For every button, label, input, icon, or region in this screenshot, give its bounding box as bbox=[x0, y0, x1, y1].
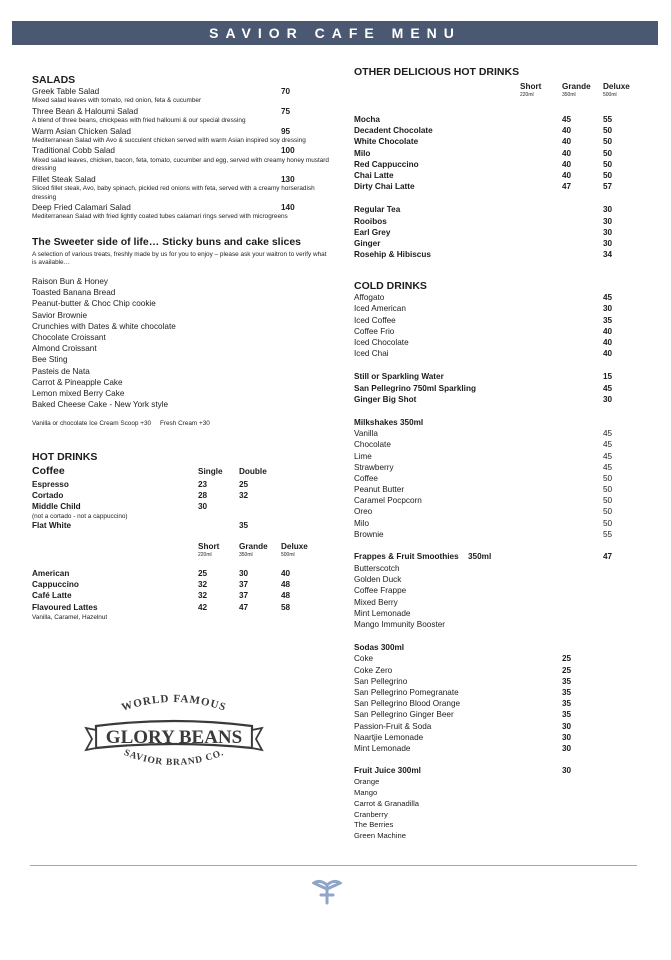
other-hot-item bbox=[354, 159, 644, 170]
salad-name: Greek Table Salad bbox=[32, 87, 100, 96]
salad-item bbox=[32, 106, 332, 117]
flavours-note: Vanilla, Caramel, Hazelnut bbox=[32, 613, 108, 621]
cold-item bbox=[354, 303, 644, 314]
milkshake-item bbox=[354, 462, 644, 473]
sweet-list bbox=[32, 276, 332, 410]
soda-item-price-g: 30 bbox=[562, 721, 572, 731]
other-hot-item bbox=[354, 148, 644, 159]
soda-item-price-g: 35 bbox=[562, 710, 572, 720]
soda-item bbox=[354, 665, 644, 676]
other-hot-item-name: Red Cappuccino bbox=[354, 159, 419, 169]
milkshake-item-name: Caramel Pocpcorn bbox=[354, 496, 422, 506]
frappes-header-row bbox=[354, 552, 644, 563]
other-hot-size-row bbox=[354, 80, 644, 104]
latte-item-price-s: 42 bbox=[198, 602, 208, 612]
frappe-list bbox=[354, 563, 644, 630]
milkshake-item bbox=[354, 518, 644, 529]
milkshake-item bbox=[354, 428, 644, 439]
other-hot-item-name: White Chocolate bbox=[354, 137, 419, 147]
latte-item-price-g: 30 bbox=[239, 569, 249, 579]
frappes-heading: Frappes & Fruit Smoothies bbox=[354, 552, 459, 562]
milkshake-item bbox=[354, 495, 644, 506]
latte-item-price-d: 40 bbox=[281, 569, 291, 579]
single-label: Single bbox=[198, 466, 223, 476]
double-label: Double bbox=[239, 466, 267, 476]
svg-text:WORLD FAMOUS bbox=[120, 693, 228, 714]
other-hot-item-price-g: 40 bbox=[562, 159, 572, 169]
latte-item bbox=[32, 568, 332, 579]
milkshake-item-price-d: 45 bbox=[603, 440, 613, 450]
salad-price: 130 bbox=[281, 174, 295, 184]
tea-list bbox=[354, 204, 644, 260]
other-hot-item-price-g: 40 bbox=[562, 137, 572, 147]
salad-price: 100 bbox=[281, 146, 295, 156]
oh-deluxe-ml: 500ml bbox=[603, 92, 617, 98]
salad-price: 75 bbox=[281, 106, 291, 116]
soda-item-name: San Pellegrino Pomegranate bbox=[354, 688, 459, 697]
salad-item bbox=[32, 174, 332, 185]
tea-item-price-d: 34 bbox=[603, 250, 613, 260]
juice-item: Carrot & Granadilla bbox=[354, 798, 419, 808]
sweet-item: Toasted Banana Bread bbox=[32, 288, 116, 298]
water-item bbox=[354, 371, 644, 382]
tea-item-name: Ginger bbox=[354, 238, 381, 248]
milkshake-item-name: Oreo bbox=[354, 507, 373, 517]
other-hot-item-name: Decadent Chocolate bbox=[354, 126, 433, 136]
sweet-item: Raison Bun & Honey bbox=[32, 277, 109, 287]
salad-desc: A blend of three beans, chickpeas with fried halloumi & our special dressing bbox=[32, 116, 246, 124]
other-hot-list bbox=[354, 114, 644, 192]
other-hot-item-price-d: 50 bbox=[603, 148, 613, 158]
soda-item-name: Naartjie Lemonade bbox=[354, 732, 424, 742]
fleur-emblem-icon bbox=[312, 877, 342, 905]
tea-item-price-d: 30 bbox=[603, 205, 613, 215]
water-list bbox=[354, 371, 644, 405]
salad-name: Warm Asian Chicken Salad bbox=[32, 126, 131, 136]
cold-item bbox=[354, 348, 644, 359]
cold-item-name: Coffee Frio bbox=[354, 326, 395, 336]
soda-item bbox=[354, 687, 644, 698]
water-item-name: San Pellegrino 750ml Sparkling bbox=[354, 383, 476, 393]
soda-item bbox=[354, 732, 644, 743]
tea-item-name: Rosehip & Hibiscus bbox=[354, 250, 431, 260]
soda-item bbox=[354, 709, 644, 720]
right-column bbox=[354, 66, 644, 842]
tea-item-price-d: 30 bbox=[603, 216, 613, 226]
oh-deluxe-label: Deluxe bbox=[603, 82, 630, 91]
water-item-name: Still or Sparkling Water bbox=[354, 372, 444, 382]
grande-label: Grande bbox=[239, 542, 268, 552]
tea-item bbox=[354, 216, 644, 227]
other-hot-item-price-d: 55 bbox=[603, 115, 613, 124]
sweet-item: Bee Sting bbox=[32, 355, 68, 365]
milkshake-item-name: Vanilla bbox=[354, 429, 378, 439]
soda-item-price-g: 35 bbox=[562, 688, 572, 697]
soda-item bbox=[354, 698, 644, 709]
salad-item bbox=[32, 86, 332, 97]
soda-item-price-g: 25 bbox=[562, 654, 572, 664]
latte-item-price-g: 47 bbox=[239, 602, 249, 612]
salad-desc: Mixed salad leaves, chicken, bacon, feta, tomato, cucumber and egg, served with creamy honey mustard dressing bbox=[32, 156, 329, 173]
sweet-item: Pasteis de Nata bbox=[32, 366, 90, 376]
juice-item: Green Machine bbox=[354, 831, 406, 841]
sweet-heading: The Sweeter side of life… Sticky buns and cake slices bbox=[32, 235, 302, 248]
milkshake-item-price-d: 50 bbox=[603, 518, 613, 528]
salads-list bbox=[32, 86, 332, 222]
tea-item bbox=[354, 249, 644, 260]
salad-desc: Mediterranean Salad with Avo & succulent chicken served with warm Asian inspired soy dressing bbox=[32, 136, 306, 144]
latte-item-price-s: 25 bbox=[198, 569, 208, 579]
other-hot-item bbox=[354, 181, 644, 192]
latte-item-name: American bbox=[32, 569, 70, 579]
flat-white-price: 35 bbox=[239, 521, 249, 531]
cold-item-price-d: 35 bbox=[603, 315, 613, 325]
salad-name: Three Bean & Haloumi Salad bbox=[32, 106, 139, 116]
other-hot-item-name: Mocha bbox=[354, 115, 380, 124]
cold-item bbox=[354, 315, 644, 326]
milkshake-item bbox=[354, 451, 644, 462]
other-hot-item-price-d: 50 bbox=[603, 170, 613, 180]
milkshake-list bbox=[354, 428, 644, 540]
water-item-name: Ginger Big Shot bbox=[354, 394, 417, 404]
other-hot-item-price-d: 57 bbox=[603, 182, 613, 192]
soda-item-name: San Pellegrino bbox=[354, 676, 408, 686]
latte-item bbox=[32, 602, 332, 613]
milkshake-item-price-d: 45 bbox=[603, 462, 613, 472]
sweet-item: Savior Brownie bbox=[32, 310, 88, 320]
soda-item-name: Mint Lemonade bbox=[354, 743, 411, 753]
soda-item-price-g: 30 bbox=[562, 732, 572, 742]
ice-cream-extra: Vanilla or chocolate Ice Cream Scoop +30 bbox=[32, 419, 152, 427]
sweet-item: Almond Croissant bbox=[32, 344, 97, 354]
tea-item-price-d: 30 bbox=[603, 238, 613, 248]
milkshake-item bbox=[354, 484, 644, 495]
other-hot-item-price-d: 50 bbox=[603, 137, 613, 147]
frappe-item: Butterscotch bbox=[354, 564, 400, 574]
svg-text:SAVIOR BRAND CO. bbox=[122, 748, 225, 768]
milkshake-item bbox=[354, 439, 644, 450]
frappe-item: Mango Immunity Booster bbox=[354, 620, 446, 630]
soda-item-name: Coke bbox=[354, 654, 374, 664]
oh-grande-ml: 350ml bbox=[562, 92, 576, 98]
frappe-item: Golden Duck bbox=[354, 575, 402, 585]
coffee-item bbox=[32, 490, 332, 501]
cold-item-name: Affogato bbox=[354, 293, 385, 303]
frappes-price: 47 bbox=[603, 552, 613, 562]
frappe-item: Coffee Frappe bbox=[354, 586, 407, 596]
soda-item-name: San Pellegrino Ginger Beer bbox=[354, 710, 454, 720]
soda-item-price-g: 35 bbox=[562, 699, 572, 709]
oh-grande-label: Grande bbox=[562, 82, 591, 91]
sodas-heading: Sodas 300ml bbox=[354, 643, 405, 653]
coffee-header-row bbox=[32, 465, 332, 479]
milkshake-item bbox=[354, 473, 644, 484]
water-item-price-d: 45 bbox=[603, 383, 613, 393]
juice-heading: Fruit Juice 300ml bbox=[354, 766, 421, 776]
other-hot-item bbox=[354, 125, 644, 136]
cold-item-name: Iced Chocolate bbox=[354, 338, 409, 347]
left-column bbox=[32, 74, 332, 622]
tea-item-name: Regular Tea bbox=[354, 205, 401, 215]
other-hot-item-price-g: 45 bbox=[562, 115, 572, 124]
soda-item-name: Coke Zero bbox=[354, 665, 393, 675]
milkshake-item-price-d: 50 bbox=[603, 473, 613, 483]
coffee-list bbox=[32, 479, 332, 513]
water-item bbox=[354, 383, 644, 394]
salad-item bbox=[32, 145, 332, 156]
salad-item bbox=[32, 202, 332, 213]
sweet-extras bbox=[32, 419, 332, 428]
latte-item-price-d: 58 bbox=[281, 602, 291, 612]
flat-white-name: Flat White bbox=[32, 521, 72, 531]
short-label: Short bbox=[198, 542, 220, 552]
tea-item-name: Rooibos bbox=[354, 216, 387, 226]
coffee-item-price-single: 23 bbox=[198, 479, 208, 489]
latte-item-price-d: 48 bbox=[281, 580, 291, 590]
milkshakes-heading: Milkshakes 350ml bbox=[354, 417, 424, 427]
cold-item-price-d: 40 bbox=[603, 349, 613, 359]
cold-drinks-heading: COLD DRINKS bbox=[354, 280, 427, 293]
other-hot-heading: OTHER DELICIOUS HOT DRINKS bbox=[354, 66, 520, 78]
milkshake-item-price-d: 50 bbox=[603, 496, 613, 506]
milkshake-item-name: Strawberry bbox=[354, 462, 394, 472]
latte-item-price-g: 37 bbox=[239, 591, 249, 601]
cream-extra: Fresh Cream +30 bbox=[159, 419, 210, 427]
cold-item-name: Iced Coffee bbox=[354, 315, 396, 325]
hot-drinks-heading: HOT DRINKS bbox=[32, 450, 98, 463]
salad-price: 70 bbox=[281, 87, 291, 96]
salad-item bbox=[32, 126, 332, 137]
water-item-price-d: 15 bbox=[603, 372, 613, 382]
other-hot-item-name: Dirty Chai Latte bbox=[354, 182, 415, 192]
soda-item bbox=[354, 653, 644, 664]
coffee-item bbox=[32, 479, 332, 490]
size-header-row bbox=[32, 542, 332, 568]
coffee-item-price-double: 32 bbox=[239, 490, 249, 500]
tea-item-name: Earl Grey bbox=[354, 227, 391, 237]
salad-name: Fillet Steak Salad bbox=[32, 174, 96, 184]
other-hot-item-price-g: 40 bbox=[562, 148, 572, 158]
cold-item-price-d: 30 bbox=[603, 304, 613, 314]
salad-name: Deep Fried Calamari Salad bbox=[32, 203, 131, 213]
salad-name: Traditional Cobb Salad bbox=[32, 146, 115, 156]
salad-price: 95 bbox=[281, 126, 291, 136]
sweet-item: Peanut-butter & Choc Chip cookie bbox=[32, 299, 156, 309]
milkshake-item-name: Peanut Butter bbox=[354, 485, 405, 495]
other-hot-item-price-g: 40 bbox=[562, 126, 572, 136]
juice-header-row bbox=[354, 766, 644, 777]
frappe-item: Mixed Berry bbox=[354, 597, 398, 607]
cold-item bbox=[354, 292, 644, 303]
juice-price: 30 bbox=[562, 766, 572, 776]
cold-item-price-d: 45 bbox=[603, 293, 613, 303]
tea-item bbox=[354, 227, 644, 238]
milkshake-item-name: Brownie bbox=[354, 529, 384, 539]
cold-list bbox=[354, 292, 644, 359]
soda-item bbox=[354, 676, 644, 687]
soda-item-price-g: 35 bbox=[562, 676, 572, 686]
logo-bottom-text: SAVIOR BRAND CO. bbox=[122, 748, 226, 769]
menu-banner bbox=[12, 21, 658, 45]
juice-item: Mango bbox=[354, 787, 378, 797]
cold-item bbox=[354, 326, 644, 337]
juice-list bbox=[354, 777, 644, 842]
cold-item-name: Iced American bbox=[354, 304, 406, 314]
coffee-heading: Coffee bbox=[32, 464, 65, 477]
coffee-item-price-single: 30 bbox=[198, 501, 208, 511]
other-hot-item bbox=[354, 114, 644, 125]
grande-ml: 350ml bbox=[239, 552, 253, 559]
logo-top-text: WORLD FAMOUS bbox=[120, 692, 228, 714]
milkshake-item-price-d: 45 bbox=[603, 429, 613, 439]
coffee-item-name: Espresso bbox=[32, 479, 69, 489]
milkshake-item-name: Milo bbox=[354, 518, 370, 528]
milkshake-item-price-d: 45 bbox=[603, 451, 613, 461]
latte-item-name: Cappuccino bbox=[32, 580, 79, 590]
milkshake-item-price-d: 55 bbox=[603, 529, 613, 539]
cold-item-price-d: 40 bbox=[603, 326, 613, 336]
other-hot-item-price-d: 50 bbox=[603, 159, 613, 169]
cold-item-name: Iced Chai bbox=[354, 349, 389, 359]
frappe-item: Mint Lemonade bbox=[354, 608, 411, 618]
other-hot-item bbox=[354, 136, 644, 147]
tea-item bbox=[354, 238, 644, 249]
salad-desc: Mediterranean Salad with fried lightly coated tubes calamari rings served with microgreens bbox=[32, 213, 288, 221]
logo-main-text: GLORY BEANS bbox=[105, 727, 243, 748]
soda-item-name: San Pellegrino Blood Orange bbox=[354, 699, 461, 709]
sweet-item: Crunchies with Dates & white chocolate bbox=[32, 321, 176, 331]
water-item-price-d: 30 bbox=[603, 394, 613, 404]
sweet-item: Baked Cheese Cake - New York style bbox=[32, 400, 169, 410]
latte-item-name: Flavoured Lattes bbox=[32, 602, 98, 612]
other-hot-item bbox=[354, 170, 644, 181]
coffee-item bbox=[32, 501, 332, 512]
coffee-item-name: Cortado bbox=[32, 490, 64, 500]
frappes-ml: 350ml bbox=[468, 552, 492, 562]
salads-heading: SALADS bbox=[32, 74, 76, 86]
tea-item-price-d: 30 bbox=[603, 227, 613, 237]
latte-item bbox=[32, 590, 332, 601]
juice-item: Cranberry bbox=[354, 809, 388, 819]
soda-item-price-g: 30 bbox=[562, 743, 572, 753]
sweet-intro: A selection of various treats, freshly made by us for you to enjoy – please ask your waitron to verify what is available… bbox=[32, 250, 327, 267]
salad-desc: Mixed salad leaves with tomato, red onion, feta & cucumber bbox=[32, 97, 202, 105]
latte-item-price-d: 48 bbox=[281, 591, 291, 601]
latte-item-price-s: 32 bbox=[198, 580, 208, 590]
sweet-item: Carrot & Pineapple Cake bbox=[32, 377, 123, 387]
other-hot-item-price-d: 50 bbox=[603, 126, 613, 136]
milkshake-item-price-d: 50 bbox=[603, 507, 613, 517]
coffee-item-name: Middle Child bbox=[32, 501, 81, 511]
cold-item bbox=[354, 337, 644, 348]
other-hot-item-name: Milo bbox=[354, 148, 371, 158]
soda-list bbox=[354, 653, 644, 754]
coffee-item-price-double: 25 bbox=[239, 479, 249, 489]
soda-item bbox=[354, 743, 644, 754]
oh-short-ml: 220ml bbox=[520, 92, 534, 98]
soda-item-name: Passion-Fruit & Soda bbox=[354, 721, 432, 731]
juice-item: Orange bbox=[354, 777, 380, 787]
water-item bbox=[354, 394, 644, 405]
milkshake-item bbox=[354, 529, 644, 540]
sweet-item: Lemon mixed Berry Cake bbox=[32, 389, 125, 399]
milkshake-item bbox=[354, 506, 644, 517]
glory-beans-logo bbox=[82, 692, 266, 778]
soda-item-price-g: 25 bbox=[562, 665, 572, 675]
latte-item-price-g: 37 bbox=[239, 580, 249, 590]
cold-item-price-d: 40 bbox=[603, 338, 613, 347]
latte-item-name: Café Latte bbox=[32, 591, 72, 601]
sweet-item: Chocolate Croissant bbox=[32, 333, 106, 343]
salad-price: 140 bbox=[281, 203, 295, 213]
banner-title: SAVIOR CAFE MENU bbox=[209, 25, 461, 41]
soda-item bbox=[354, 721, 644, 732]
deluxe-label: Deluxe bbox=[281, 542, 308, 552]
milkshake-item-name: Coffee bbox=[354, 473, 378, 483]
milkshake-item-name: Lime bbox=[354, 451, 372, 461]
latte-item-price-s: 32 bbox=[198, 591, 208, 601]
juice-item: The Berries bbox=[354, 820, 394, 830]
middle-child-note: (not a cortado - not a cappuccino) bbox=[32, 513, 128, 521]
other-hot-item-name: Chai Latte bbox=[354, 170, 394, 180]
footer-divider bbox=[30, 865, 637, 866]
milkshake-item-price-d: 50 bbox=[603, 485, 613, 495]
other-hot-item-price-g: 47 bbox=[562, 182, 572, 192]
deluxe-ml: 500ml bbox=[281, 552, 295, 559]
other-hot-item-price-g: 40 bbox=[562, 170, 572, 180]
latte-list bbox=[32, 568, 332, 613]
milkshake-item-name: Chocolate bbox=[354, 440, 391, 450]
latte-item bbox=[32, 579, 332, 590]
coffee-item-price-single: 28 bbox=[198, 490, 208, 500]
short-ml: 220ml bbox=[198, 552, 212, 559]
tea-item bbox=[354, 204, 644, 215]
salad-desc: Sliced fillet steak, Avo, baby spinach, pickled red onions with feta, served with a creamy horseradish dressing bbox=[32, 184, 315, 201]
oh-short-label: Short bbox=[520, 82, 542, 91]
flat-white-row bbox=[32, 521, 332, 532]
